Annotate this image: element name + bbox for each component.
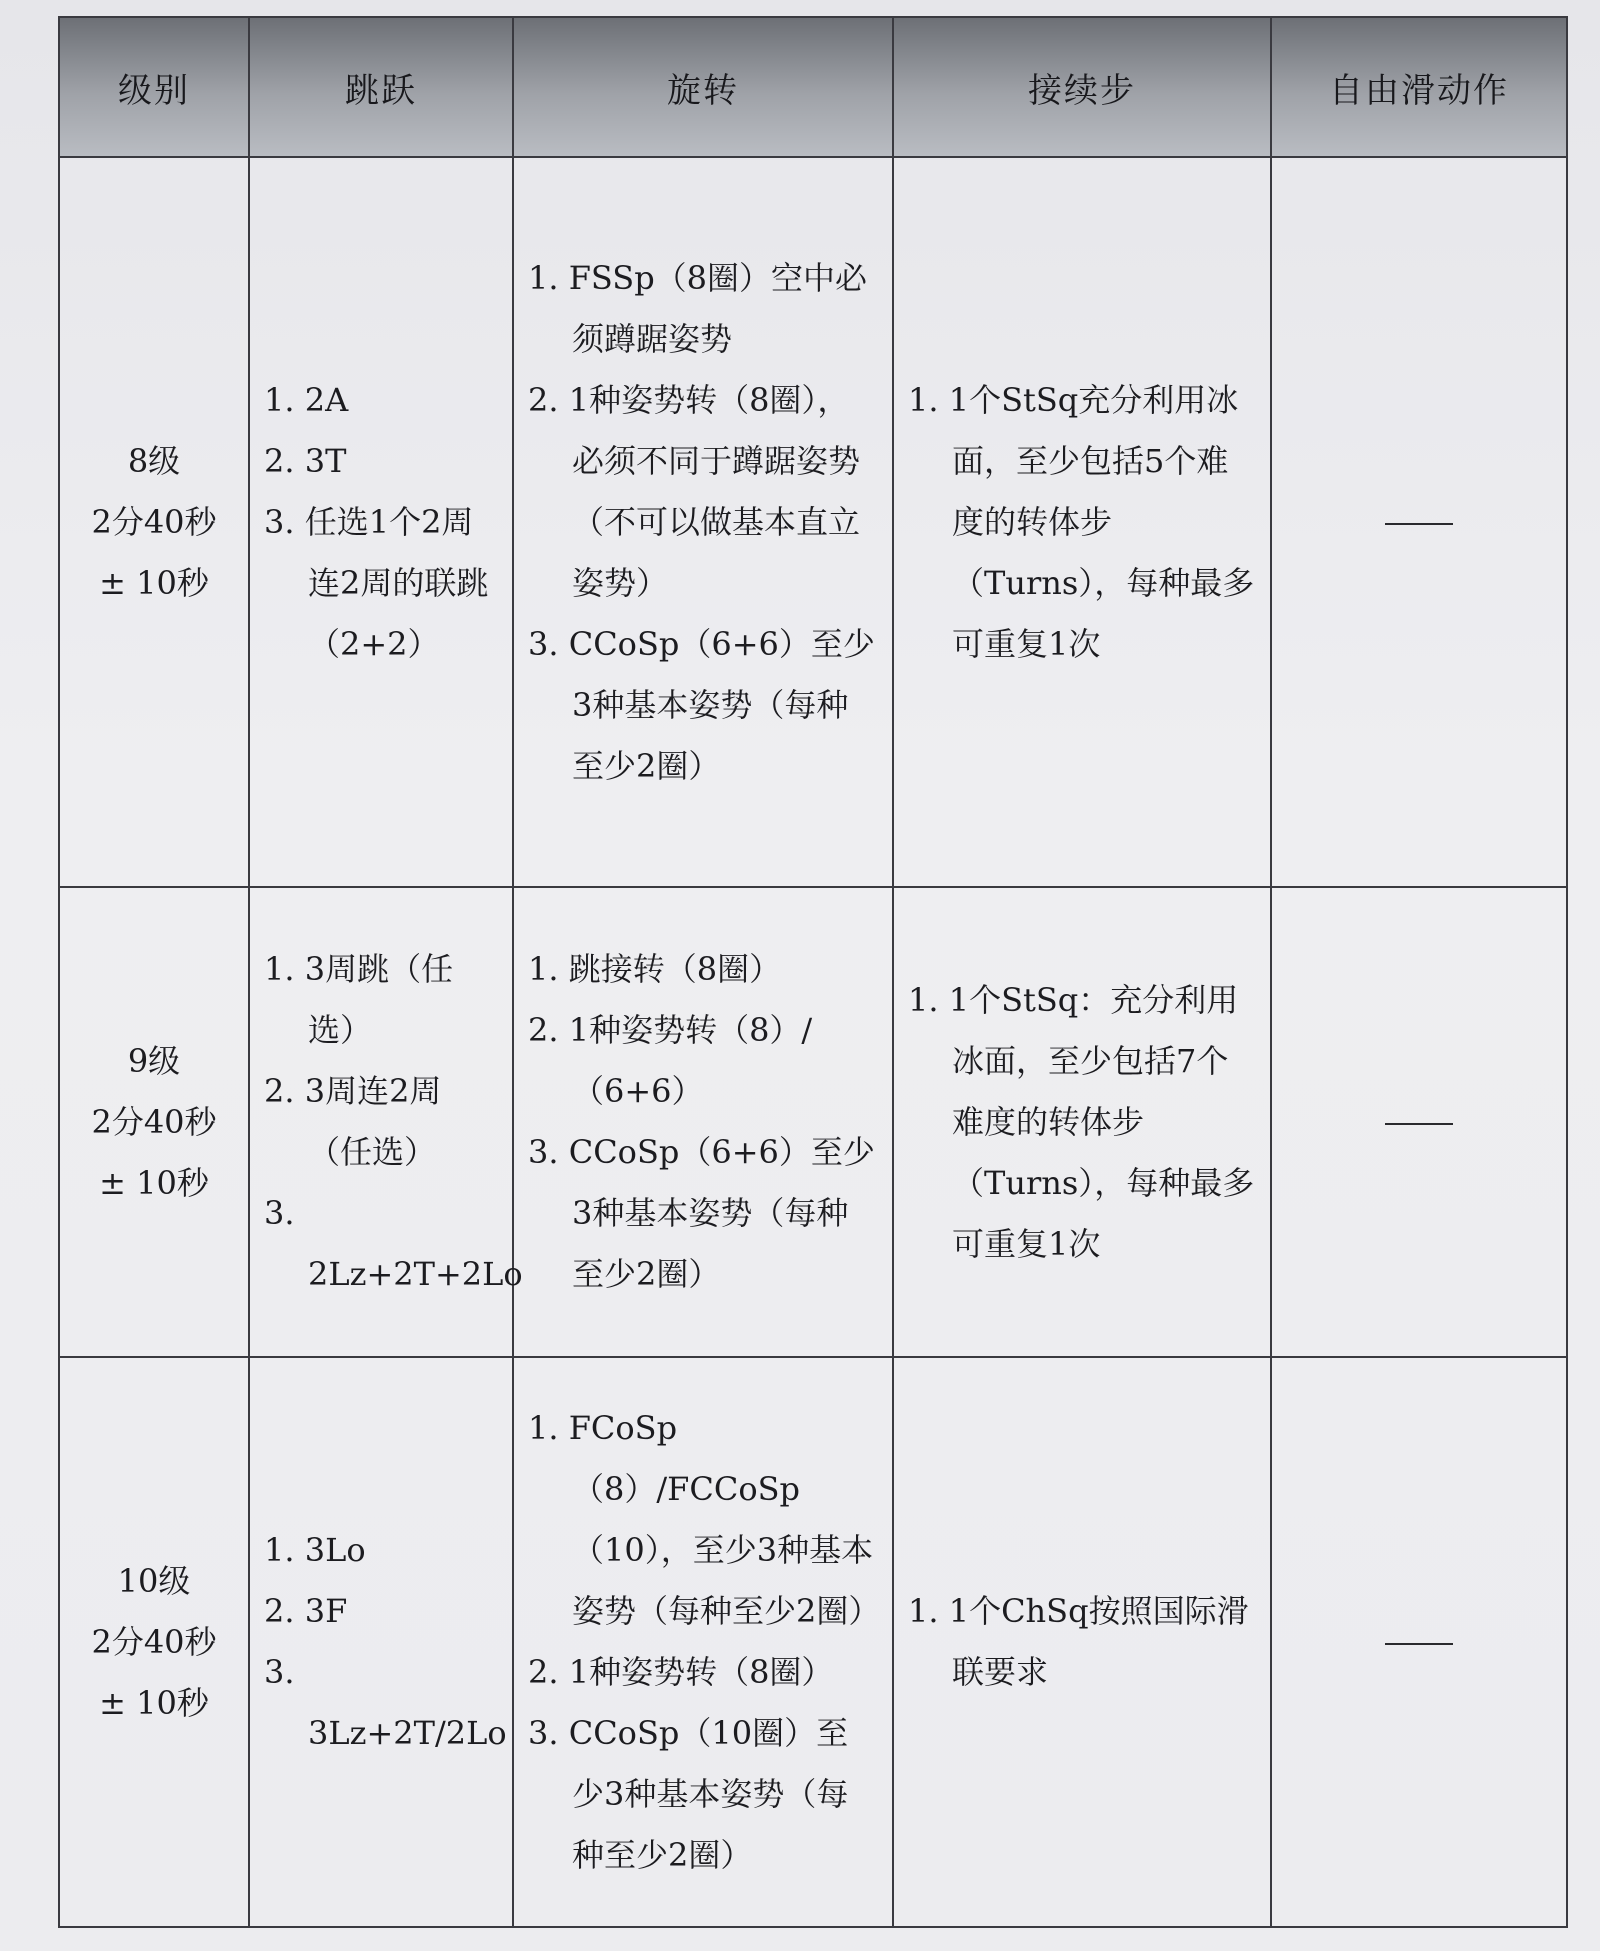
jump-item: 2. 3F [264, 1592, 348, 1630]
jump-item: 3. 3Lz+2T/2Lo [264, 1653, 507, 1752]
table-header-row [59, 17, 1567, 157]
level-cell [59, 887, 249, 1357]
jump-item: 2. 3T [264, 441, 347, 480]
jumps-cell [249, 887, 523, 1357]
spin-item: 1. FCoSp（8）/FCCoSp（10），至少3种基本姿势（每种至少2圈） [528, 1409, 881, 1630]
steps-cell [893, 157, 1271, 887]
empty-dash [1385, 523, 1453, 525]
table-row [59, 887, 1567, 1357]
free-skating-cell [1271, 1357, 1567, 1927]
header-level: 级别 [59, 17, 249, 157]
empty-dash [1385, 1123, 1453, 1125]
jump-item: 3. 任选1个2周连2周的联跳（2+2） [264, 502, 489, 663]
level-name: 9级 [127, 1041, 181, 1080]
jump-item: 1. 3周跳（任选） [264, 950, 454, 1049]
level-name: 10级 [117, 1561, 191, 1600]
jumps-cell [249, 157, 513, 887]
spins-cell [513, 1357, 893, 1927]
header-jumps: 跳跃 [249, 17, 513, 157]
spin-item: 3. CCoSp（10圈）至少3种基本姿势（每种至少2圈） [528, 1714, 849, 1874]
spin-item: 3. CCoSp（6+6）至少3种基本姿势（每种至少2圈） [528, 624, 875, 785]
empty-dash [1385, 1643, 1453, 1645]
jump-item: 2. 3周连2周（任选） [264, 1072, 442, 1171]
skating-levels-table [58, 16, 1568, 1928]
header-spins: 旋转 [513, 17, 893, 157]
steps-cell [893, 887, 1271, 1357]
level-name: 8级 [127, 441, 181, 480]
level-duration: 2分40秒 [91, 502, 217, 541]
jumps-cell [249, 1357, 513, 1927]
header-step-sequence: 接续步 [893, 17, 1271, 157]
spins-cell [513, 157, 893, 887]
level-cell [59, 1357, 249, 1927]
spin-item: 2. 1种姿势转（8圈），必须不同于蹲踞姿势（不可以做基本直立姿势） [528, 380, 861, 602]
jump-item: 3. 2Lz+2T+2Lo [264, 1194, 523, 1293]
step-item: 1. 1个StSq：充分利用冰面，至少包括7个难度的转体步（Turns），每种最多可重复1次 [908, 980, 1255, 1263]
level-tolerance: ± 10秒 [99, 1163, 209, 1202]
spin-item: 3. CCoSp（6+6）至少3种基本姿势（每种至少2圈） [528, 1133, 875, 1293]
free-skating-cell [1271, 157, 1567, 887]
level-tolerance: ± 10秒 [99, 563, 209, 602]
level-duration: 2分40秒 [91, 1622, 217, 1661]
header-free-skating: 自由滑动作 [1271, 17, 1567, 157]
level-cell [59, 157, 249, 887]
spins-cell [513, 887, 893, 1357]
jump-item: 1. 2A [264, 380, 349, 419]
table-row [59, 157, 1567, 887]
spin-item: 2. 1种姿势转（8）/（6+6） [528, 1011, 813, 1110]
jump-item: 1. 3Lo [264, 1531, 366, 1569]
spin-item: 1. 跳接转（8圈） [528, 950, 782, 988]
steps-cell [893, 1357, 1271, 1927]
spin-item: 1. FSSp（8圈）空中必须蹲踞姿势 [528, 258, 868, 358]
table-row [59, 1357, 1567, 1927]
level-tolerance: ± 10秒 [99, 1683, 209, 1722]
level-duration: 2分40秒 [91, 1102, 217, 1141]
free-skating-cell [1271, 887, 1567, 1357]
step-item: 1. 1个StSq充分利用冰面，至少包括5个难度的转体步（Turns），每种最多可重复1次 [908, 380, 1255, 663]
spin-item: 2. 1种姿势转（8圈） [528, 1653, 834, 1691]
step-item: 1. 1个ChSq按照国际滑联要求 [908, 1592, 1249, 1691]
